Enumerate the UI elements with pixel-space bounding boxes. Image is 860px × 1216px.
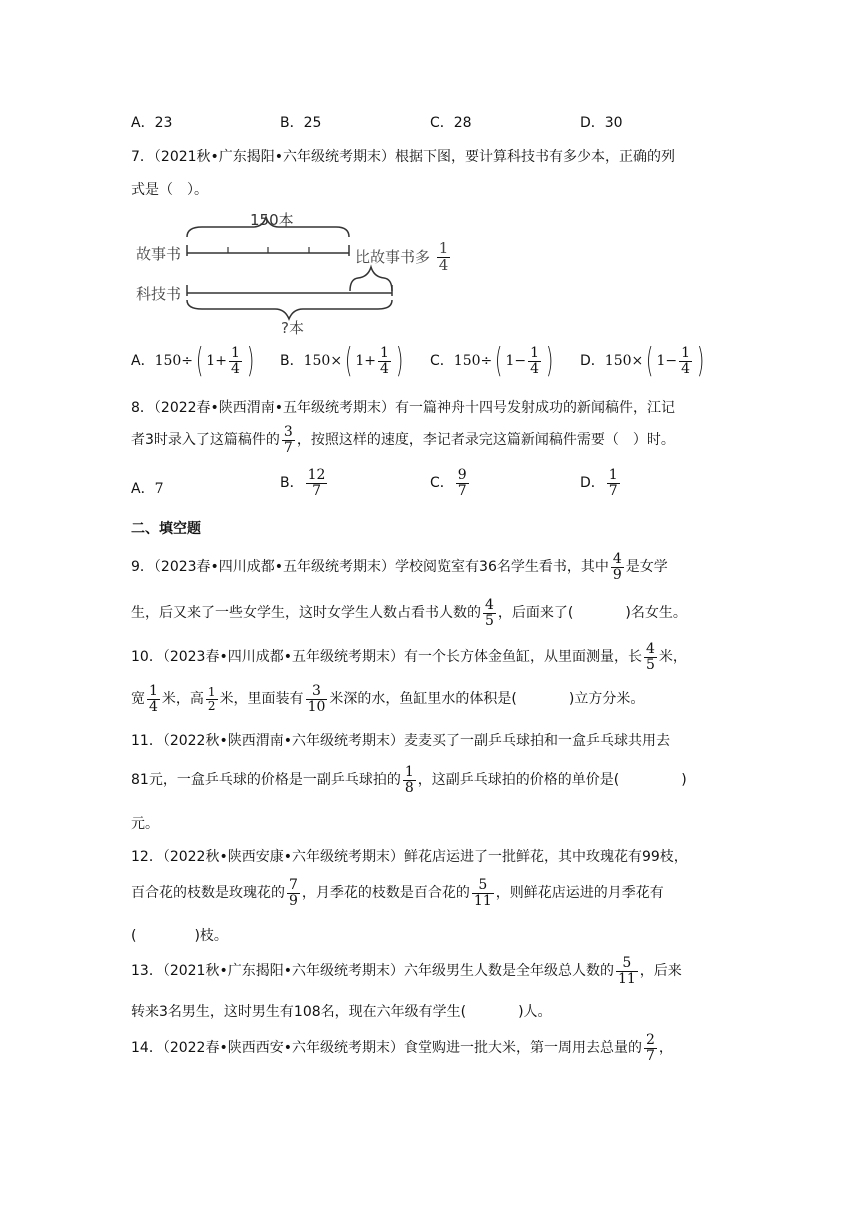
q8-stem-line1: 8．（2022春•陕西渭南•五年级统考期末）有一篇神舟十四号发射成功的新闻稿件，江记 <box>131 400 676 416</box>
fraction-numerator: 1 <box>530 344 540 361</box>
q14-text-a: 14．（2022春•陕西西安•六年级统考期末）食堂购进一批大米，第一周用去总量的 <box>131 1040 642 1057</box>
fraction-denominator: 7 <box>283 439 293 456</box>
q8-fraction <box>282 425 295 455</box>
fraction-denominator: 5 <box>645 656 655 673</box>
fraction-numerator: 12 <box>307 467 326 483</box>
fraction-numerator: 1 <box>438 239 449 257</box>
q10-line1 <box>131 642 687 672</box>
fraction-denominator: 4 <box>379 360 389 377</box>
q6-option-d: D．30 <box>580 115 623 131</box>
option-fraction <box>679 346 692 376</box>
q12-line3 <box>131 925 228 945</box>
option-prefix: 150× <box>303 353 343 369</box>
fraction-numerator: 2 <box>645 1032 655 1048</box>
diagram-bottom-label: ?本 <box>281 319 304 337</box>
q14-text-b: ， <box>658 1040 673 1057</box>
q10-width-label: 宽 <box>131 691 145 708</box>
q10-text-b: 米， <box>658 649 687 666</box>
q8-option-b <box>280 468 329 498</box>
fraction-numerator: 5 <box>472 878 494 894</box>
q14-line1 <box>131 1033 673 1063</box>
q7-option-d <box>580 341 707 381</box>
option-letter: A． <box>131 481 155 497</box>
q8-option-c <box>430 468 471 498</box>
fraction-numerator: 1 <box>230 344 240 361</box>
fraction-denominator: 4 <box>530 360 540 377</box>
q12-fraction-2 <box>472 878 494 908</box>
q7-diagram <box>130 205 470 340</box>
q7-option-a <box>131 341 257 381</box>
fraction-numerator: 9 <box>457 467 467 483</box>
q11-text-a: 81元，一盒乒乓球的价格是一副乒乓球拍的 <box>131 772 401 789</box>
fraction-denominator: 4 <box>230 360 240 377</box>
diagram-top-label: 150本 <box>250 211 294 229</box>
diagram-compare-fraction <box>437 241 451 274</box>
fraction-numerator: 5 <box>616 956 638 972</box>
q10-height-fraction <box>206 686 218 712</box>
q12-text-a: 百合花的枝数是玫瑰花的 <box>131 885 285 902</box>
option-fraction <box>456 468 469 498</box>
fraction-numerator: 3 <box>306 684 328 700</box>
fraction-denominator: 7 <box>645 1047 655 1064</box>
q13-text-b: ，后来 <box>639 963 682 980</box>
fraction-numerator: 3 <box>283 424 293 440</box>
q13-text-c: 转来3名男生，这时男生有108名，现在六年级有学生( <box>131 1004 467 1020</box>
option-letter: B． <box>280 353 304 369</box>
q7-stem-line2: 式是（ ）。 <box>131 182 208 198</box>
q13-line2 <box>131 1001 552 1021</box>
q7-stem-line1: 7．（2021秋•广东揭阳•六年级统考期末）根据下图，要计算科技书有多少本，正确的列 <box>131 149 676 165</box>
option-letter: B． <box>280 475 304 492</box>
fraction-denominator: 10 <box>307 698 326 715</box>
diagram-compare-text: 比故事书多 <box>355 247 431 266</box>
q10-text-a: 10．（2023春•四川成都•五年级统考期末）有一个长方体金鱼缸，从里面测量，长 <box>131 649 642 666</box>
q12-text-c: ，则鲜花店运进的月季花有 <box>495 885 664 902</box>
diagram-science-label: 科技书 <box>136 285 182 303</box>
q11-text-b: ，这副乒乓球拍的价格的单价是( <box>417 772 620 789</box>
left-paren: ( <box>646 341 654 381</box>
q14-fraction <box>644 1033 657 1063</box>
q10-text-c: 米，里面装有 <box>219 691 304 708</box>
q11-line2 <box>131 765 687 795</box>
q9-text-e: )名女生。 <box>625 605 687 622</box>
diagram-compare-label <box>355 241 452 274</box>
fraction-denominator: 8 <box>404 779 414 796</box>
q7-option-b <box>280 341 406 381</box>
q8-option-a <box>131 478 164 498</box>
option-letter: C． <box>430 475 454 492</box>
q9-fraction-2 <box>483 598 496 628</box>
q6-option-c: C．28 <box>430 115 472 131</box>
q13-line1 <box>131 956 682 986</box>
option-fraction <box>378 346 391 376</box>
option-inner: 1− <box>505 353 527 369</box>
q10-height-label: 米，高 <box>161 691 204 708</box>
fraction-numerator: 4 <box>645 641 655 657</box>
option-fraction <box>229 346 242 376</box>
left-paren: ( <box>196 341 204 381</box>
q11-fraction <box>403 765 416 795</box>
q10-length-fraction <box>644 642 657 672</box>
q9-text-a: 9．（2023春•四川成都•五年级统考期末）学校阅览室有36名学生看书，其中 <box>131 559 609 576</box>
q8-stem-line2 <box>131 425 675 455</box>
fraction-denominator: 4 <box>438 255 449 274</box>
option-fraction <box>306 468 328 498</box>
q6-option-a: A．23 <box>131 115 173 131</box>
q12-line2 <box>131 878 664 908</box>
fraction-denominator: 4 <box>681 360 691 377</box>
q10-depth-fraction <box>306 684 328 714</box>
q13-text-d: )人。 <box>518 1004 552 1020</box>
q11-line3: 元。 <box>131 816 159 832</box>
q9-line2 <box>131 598 687 628</box>
fraction-numerator: 1 <box>149 683 158 699</box>
fraction-numerator: 1 <box>681 344 691 361</box>
fraction-numerator: 7 <box>289 877 298 893</box>
left-paren: ( <box>495 341 503 381</box>
q6-option-b: B．25 <box>280 115 322 131</box>
option-letter: C． <box>430 353 454 369</box>
fraction-numerator: 1 <box>207 685 216 700</box>
q10-line2 <box>131 684 644 714</box>
q11-text-c: ) <box>681 772 687 789</box>
option-letter: D． <box>580 475 605 492</box>
fraction-denominator: 11 <box>473 892 492 909</box>
q12-text-d: ( <box>131 928 137 944</box>
q13-text-a: 13．（2021秋•广东揭阳•六年级统考期末）六年级男生人数是全年级总人数的 <box>131 963 614 980</box>
fraction-numerator: 1 <box>608 467 618 483</box>
fraction-numerator: 1 <box>404 764 414 780</box>
right-paren: ) <box>697 341 705 381</box>
q7-option-c <box>430 341 556 381</box>
fraction-numerator: 4 <box>485 597 494 613</box>
fraction-denominator: 4 <box>149 698 158 715</box>
q8-option-d <box>580 468 622 498</box>
fraction-numerator: 4 <box>612 551 622 567</box>
q9-text-d: ，后面来了( <box>497 605 574 622</box>
left-paren: ( <box>345 341 353 381</box>
option-fraction <box>607 468 620 498</box>
option-letter: A． <box>131 353 155 369</box>
q9-line1 <box>131 552 668 582</box>
section-heading-fill-in: 二、填空题 <box>131 521 201 537</box>
option-prefix: 150÷ <box>154 353 194 369</box>
fraction-denominator: 7 <box>312 482 321 499</box>
fraction-denominator: 5 <box>485 612 494 629</box>
q9-text-b: 是女学 <box>625 559 668 576</box>
q10-text-e: )立方分米。 <box>568 691 645 708</box>
option-letter: D． <box>580 353 605 369</box>
q10-width-fraction <box>147 684 160 714</box>
diagram-story-label: 故事书 <box>136 245 182 263</box>
q8-text-a: 者3时录入了这篇稿件的 <box>131 432 280 449</box>
q8-text-b: ，按照这样的速度，李记者录完这篇新闻稿件需要（ ）时。 <box>296 432 675 449</box>
option-inner: 1+ <box>206 353 227 369</box>
fraction-denominator: 9 <box>612 566 622 583</box>
option-prefix: 150÷ <box>453 353 493 369</box>
right-paren: ) <box>395 341 404 381</box>
option-value: 7 <box>154 481 164 497</box>
q12-text-e: )枝。 <box>194 928 228 944</box>
option-inner: 1+ <box>355 353 376 369</box>
fraction-denominator: 7 <box>608 482 618 499</box>
fraction-denominator: 9 <box>289 892 298 909</box>
q11-line1: 11．（2022秋•陕西渭南•六年级统考期末）麦麦买了一副乒乓球拍和一盒乒乓球共用去 <box>131 733 670 749</box>
fraction-numerator: 1 <box>379 344 389 361</box>
option-fraction <box>528 346 541 376</box>
q10-text-d: 米深的水，鱼缸里水的体积是( <box>329 691 517 708</box>
fraction-denominator: 2 <box>207 698 216 713</box>
option-inner: 1− <box>656 353 678 369</box>
right-paren: ) <box>246 341 255 381</box>
q9-fraction-1 <box>611 552 624 582</box>
fraction-denominator: 7 <box>457 482 467 499</box>
fraction-denominator: 11 <box>617 970 636 987</box>
q12-line1: 12．（2022秋•陕西安康•六年级统考期末）鲜花店运进了一批鲜花，其中玫瑰花有99枝， <box>131 849 688 865</box>
right-paren: ) <box>546 341 554 381</box>
q13-fraction <box>616 956 638 986</box>
q12-fraction-1 <box>287 878 300 908</box>
q9-text-c: 生，后又来了一些女学生，这时女学生人数占看书人数的 <box>131 605 481 622</box>
option-prefix: 150× <box>604 353 644 369</box>
q12-text-b: ，月季花的枝数是百合花的 <box>301 885 470 902</box>
